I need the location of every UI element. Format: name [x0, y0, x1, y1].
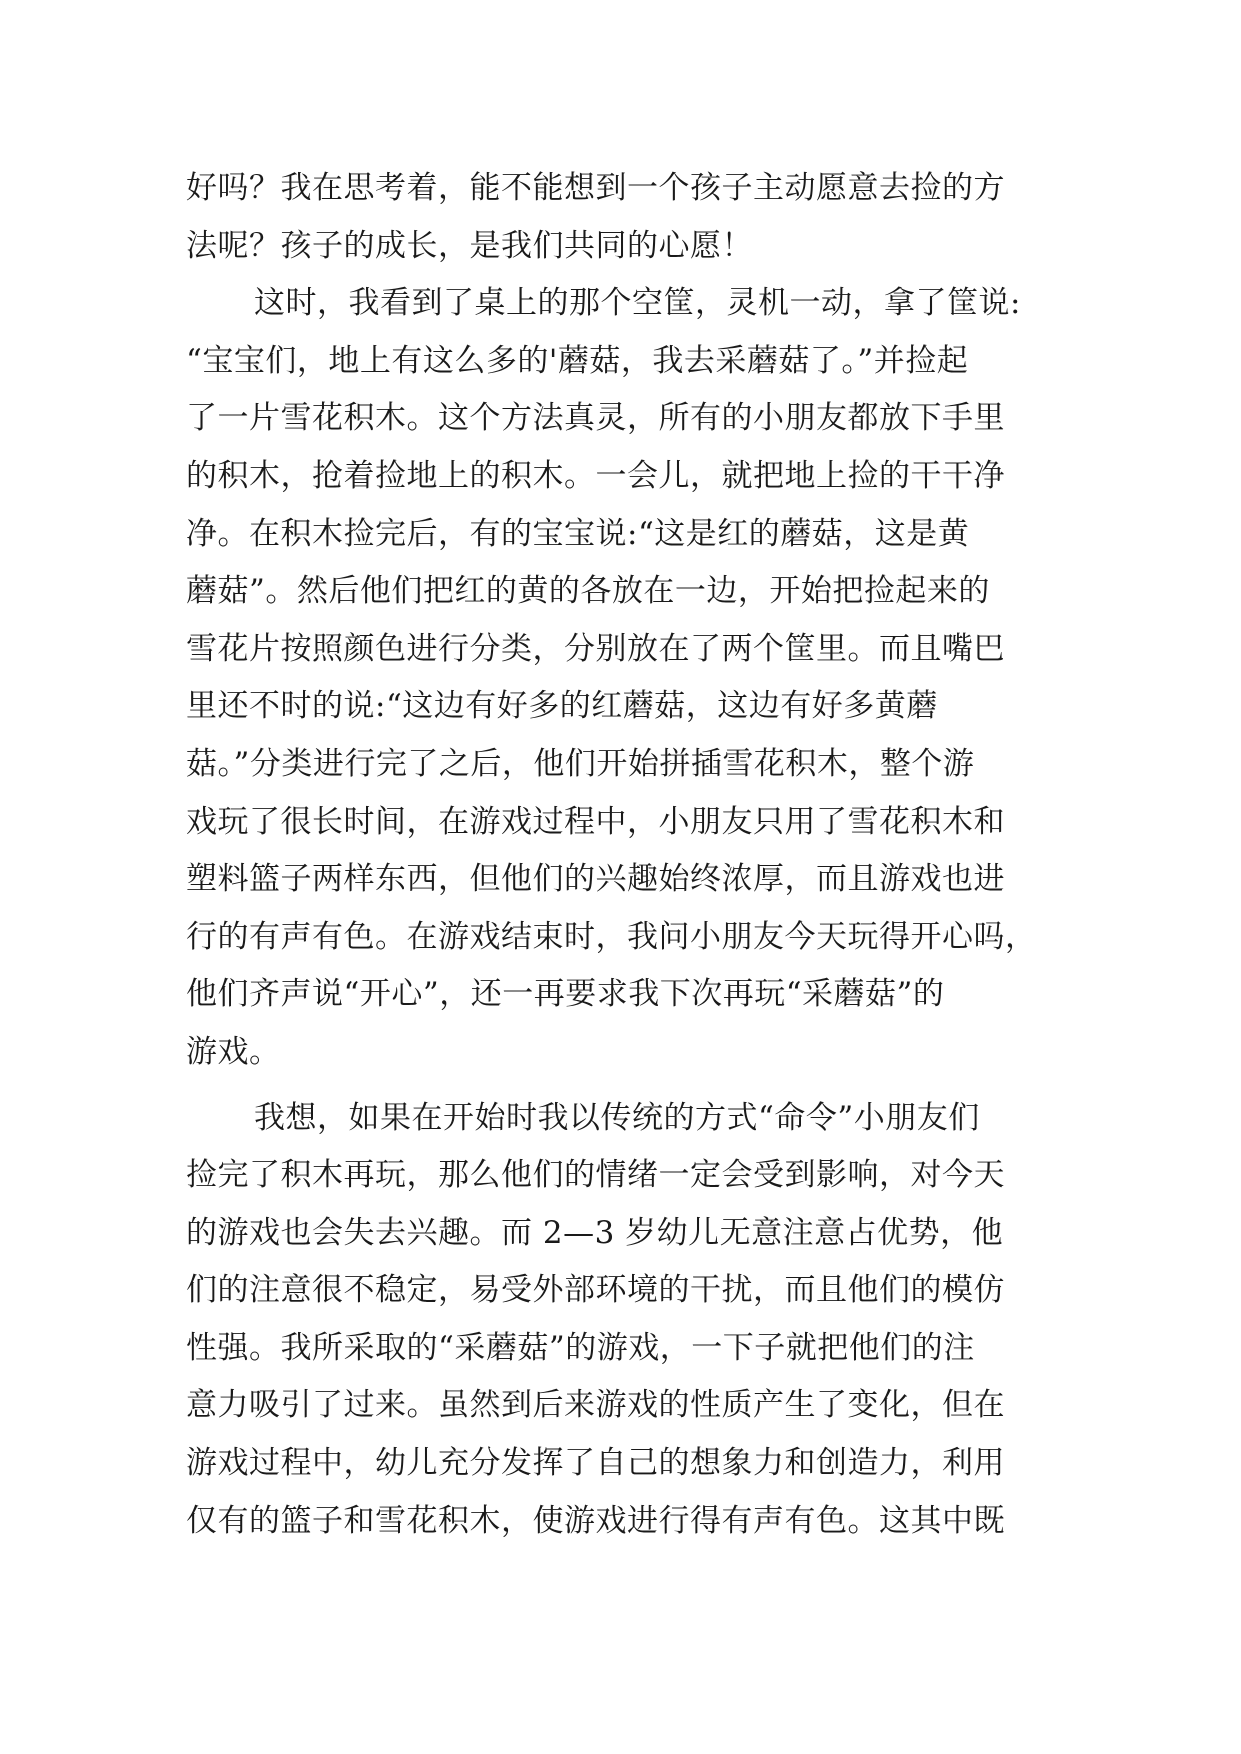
text-line: 仅有的篮子和雪花积木，使游戏进行得有声有色。这其中既	[186, 1502, 1005, 1539]
paragraph-2	[186, 275, 1066, 1081]
text-line: 法呢？孩子的成长，是我们共同的心愿！	[186, 227, 753, 264]
text-line: 净。在积木捡完后，有的宝宝说:“这是红的蘑菇，这是黄	[186, 515, 970, 552]
text-line: 好吗？我在思考着，能不能想到一个孩子主动愿意去捡的方	[186, 170, 1005, 206]
text-line: 菇。”分类进行完了之后，他们开始拼插雪花积木，整个游	[186, 745, 975, 782]
text-line: 性强。我所采取的“采蘑菇”的游戏，一下子就把他们的注	[186, 1329, 975, 1366]
text-line: 塑料篮子两样东西，但他们的兴趣始终浓厚，而且游戏也进	[186, 861, 1005, 898]
text-line: “宝宝们，地上有这么多的'蘑菇，我去采蘑菇了。”并捡起	[186, 342, 969, 379]
text-line: 雪花片按照颜色进行分类，分别放在了两个筐里。而且嘴巴	[186, 630, 1005, 667]
text-line: 了一片雪花积木。这个方法真灵，所有的小朋友都放下手里	[186, 400, 1005, 437]
text-line: 的游戏也会失去兴趣。而 2—3 岁幼儿无意注意占优势，他	[186, 1214, 1004, 1251]
text-line: 蘑菇”。然后他们把红的黄的各放在一边，开始把捡起来的	[186, 573, 990, 610]
paragraph-3	[186, 1090, 1066, 1551]
text-line: 他们齐声说“开心”，还一再要求我下次再玩“采蘑菇”的	[186, 976, 945, 1013]
text-line: 这时，我看到了桌上的那个空筐，灵机一动，拿了筐说:	[254, 285, 1021, 322]
text-line: 我想，如果在开始时我以传统的方式“命令”小朋友们	[254, 1099, 980, 1136]
text-line: 里还不时的说:“这边有好多的红蘑菇，这边有好多黄蘑	[186, 688, 938, 725]
body-text	[186, 160, 1066, 1550]
text-line: 的积木，抢着捡地上的积木。一会儿，就把地上捡的干干净	[186, 457, 1005, 494]
paragraph-spacer	[186, 1082, 1066, 1090]
paragraph-1	[186, 160, 1066, 275]
text-line: 意力吸引了过来。虽然到后来游戏的性质产生了变化，但在	[186, 1387, 1005, 1424]
text-line: 行的有声有色。在游戏结束时，我问小朋友今天玩得开心吗，	[186, 918, 1037, 955]
text-line: 捡完了积木再玩，那么他们的情绪一定会受到影响，对今天	[186, 1157, 1005, 1194]
text-line: 戏玩了很长时间，在游戏过程中，小朋友只用了雪花积木和	[186, 803, 1005, 840]
text-line: 游戏过程中，幼儿充分发挥了自己的想象力和创造力，利用	[186, 1445, 1005, 1482]
text-line: 游戏。	[186, 1033, 281, 1070]
text-line: 们的注意很不稳定，易受外部环境的干扰，而且他们的模仿	[186, 1272, 1005, 1309]
